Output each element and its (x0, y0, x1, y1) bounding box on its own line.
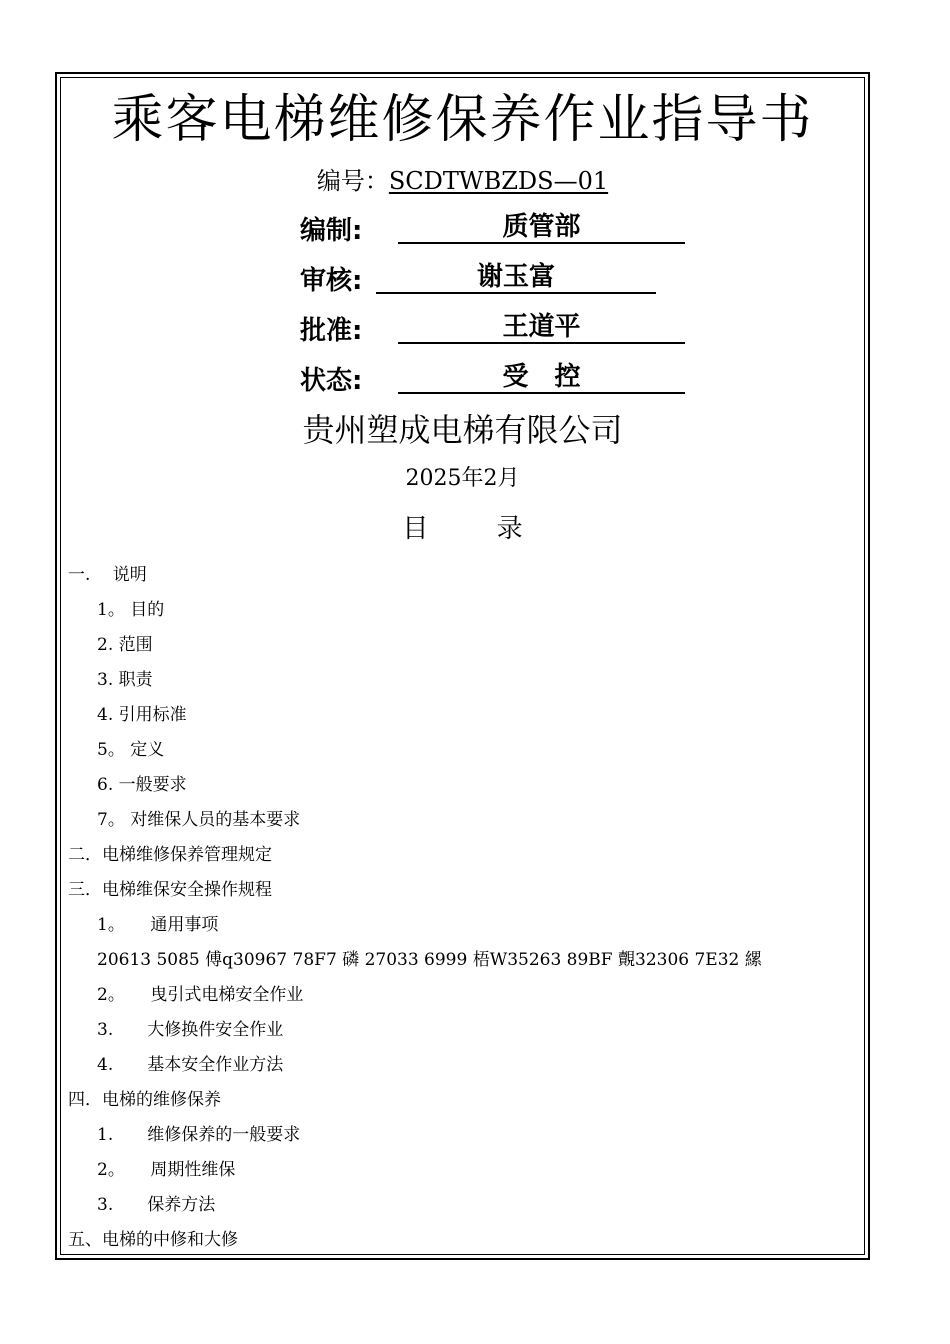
toc-item: 五、电梯的中修和大修 (68, 1230, 238, 1250)
toc-item: 1。 目的 (97, 600, 165, 620)
toc-item: 3. 大修换件安全作业 (97, 1020, 284, 1040)
toc-item: 四．电梯的维修保养 (68, 1090, 221, 1110)
field-value-compiled-by: 质管部 (398, 210, 685, 244)
document-title: 乘客电梯维修保养作业指导书 (111, 90, 814, 150)
toc-item: 2. 范围 (97, 635, 153, 655)
toc-item: 二．电梯维修保养管理规定 (68, 845, 272, 865)
field-label-status: 状态: (300, 366, 363, 396)
document-number-value: SCDTWBZDS—01 (388, 167, 609, 195)
toc-item: 7。 对维保人员的基本要求 (97, 810, 301, 830)
toc-item: 5。 定义 (97, 740, 165, 760)
field-label-approved-by: 批准: (300, 316, 363, 346)
toc-item: 4. 基本安全作业方法 (97, 1055, 284, 1075)
page-border-inner (60, 77, 865, 1255)
toc-item: 20613 5085 傅q30967 78F7 磷 27033 6999 梧W35263 89BF 覿32306 7E32 縲 (97, 950, 762, 970)
field-value-status: 受 控 (398, 360, 685, 394)
toc-item: 4. 引用标准 (97, 705, 187, 725)
toc-item: 6. 一般要求 (97, 775, 187, 795)
field-label-reviewed-by: 审核: (300, 266, 363, 296)
document-number (60, 164, 865, 198)
toc-item: 三．电梯维保安全操作规程 (68, 880, 272, 900)
issue-date: 2025年2月 (405, 466, 520, 491)
toc-heading: 目 录 (402, 514, 523, 544)
toc-item: 3. 保养方法 (97, 1195, 216, 1215)
toc-item: 2。 周期性维保 (97, 1160, 236, 1180)
toc-item: 一. 说明 (68, 565, 147, 585)
field-value-approved-by: 王道平 (398, 310, 685, 344)
document-number-label: 编号： (316, 167, 389, 195)
toc-item: 3. 职责 (97, 670, 153, 690)
toc-item: 2。 曳引式电梯安全作业 (97, 985, 304, 1005)
company-name: 贵州塑成电梯有限公司 (302, 411, 623, 449)
field-value-reviewed-by: 谢玉富 (376, 260, 656, 294)
field-label-compiled-by: 编制: (300, 216, 363, 246)
toc-item: 1. 维修保养的一般要求 (97, 1125, 301, 1145)
toc-item: 1。 通用事项 (97, 915, 219, 935)
